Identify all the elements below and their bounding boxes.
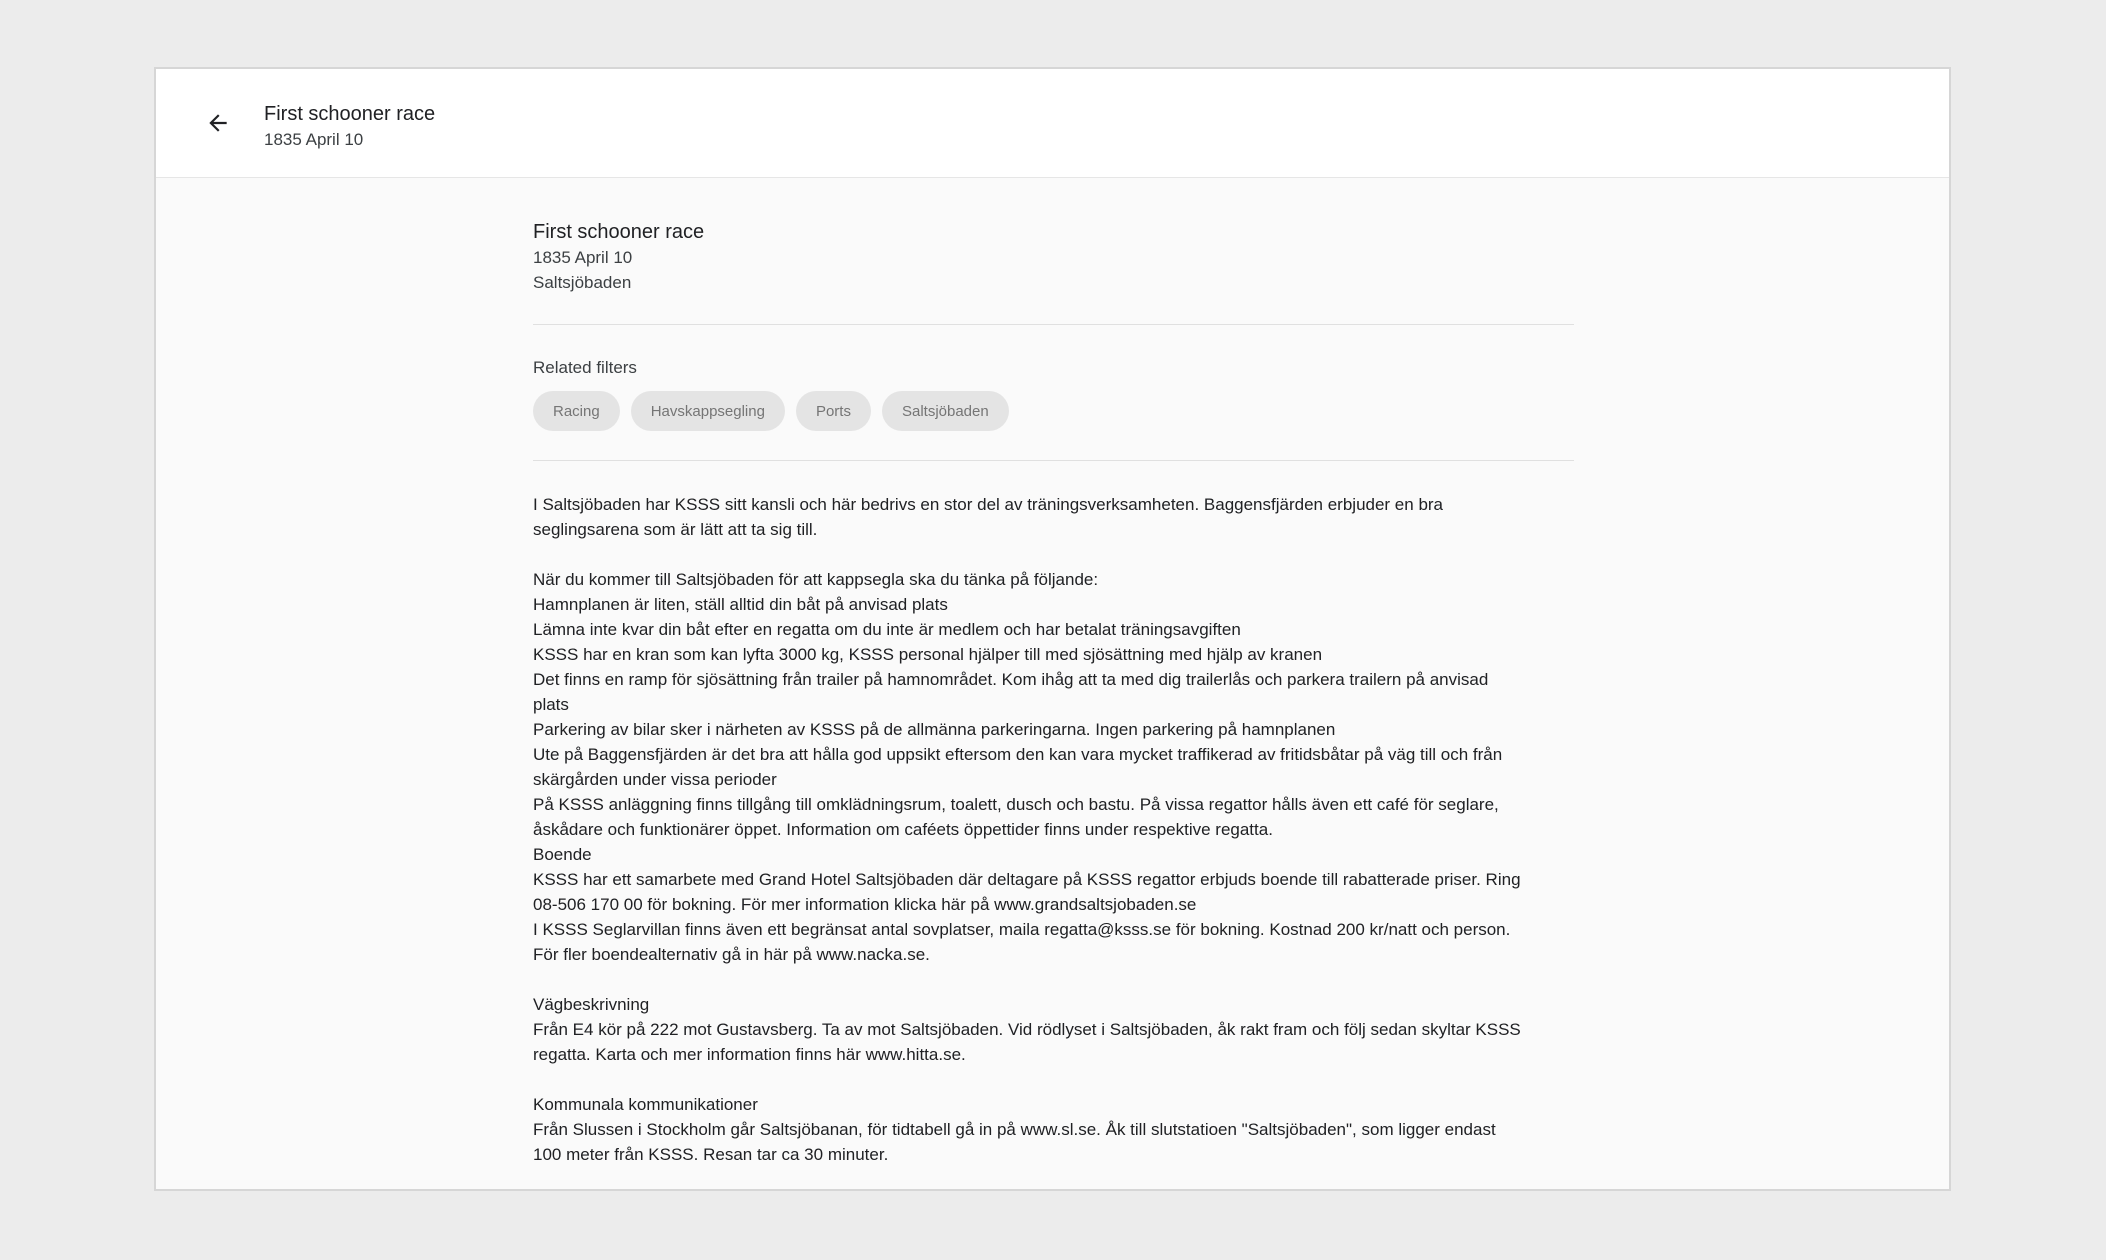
event-date: 1835 April 10 [533,248,633,267]
event-details [533,209,1574,1191]
filter-chip-saltsjobaden[interactable]: Saltsjöbaden [882,391,1009,431]
filter-chip-racing[interactable]: Racing [533,391,620,431]
app-window [154,67,1951,1191]
appbar-title: First schooner race [264,103,436,125]
filter-chip-havskappsegling[interactable]: Havskappsegling [631,391,785,431]
appbar-subtitle: 1835 April 10 [264,130,364,149]
back-button[interactable] [194,99,242,147]
related-filters [533,325,1574,460]
filter-chip-ports[interactable]: Ports [796,391,871,431]
app-bar [156,69,1949,178]
arrow-back-icon [205,110,231,136]
related-filters-label: Related filters [533,358,637,377]
event-description: I Saltsjöbaden har KSSS sitt kansli och här bedrivs en stor del av träningsverksamheten. Baggensfjärden erbjuder en bra seglingsarena som är lätt att ta sig till. När du kommer till Saltsjöbaden för att kappsegla ska du tänka på följande: Hamnplanen är liten, ställ alltid din båt på anvisad plats Lämna inte kvar din båt efter en regatta om du inte är medlem och har betalat träningsavgiften KSSS har en kran som kan lyfta 3000 kg, KSSS personal hjälper till med sjösättning med hjälp av kranen Det finns en ramp för sjösättning från trailer på hamnområdet. Kom ihåg att ta med dig trailerlås och parkera trailern på anvisad plats Parkering av bilar sker i närheten av KSSS på de allmänna parkeringarna. Ingen parkering på hamnplanen Ute på Baggensfjärden är det bra att hålla god uppsikt eftersom den kan vara mycket traffikerad av fritidsbåtar på väg till och från skärgården under vissa perioder På KSSS anläggning finns tillgång till omklädningsrum, toalett, dusch och bastu. På vissa regattor hålls även ett café för seglare, åskådare och funktionärer öppet. Information om caféets öppettider finns under respektive regatta. Boende KSSS har ett samarbete med Grand Hotel Saltsjöbaden där deltagare på KSSS regattor erbjuds boende till rabatterade priser. Ring 08-506 170 00 för bokning. För mer information klicka här på www.grandsaltsjobaden.se I KSSS Seglarvillan finns även ett begränsat antal sovplatser, maila regatta@ksss.se för bokning. Kostnad 200 kr/natt och person. För fler boendealternativ gå in här på www.nacka.se. Vägbeskrivning Från E4 kör på 222 mot Gustavsberg. Ta av mot Saltsjöbaden. Vid rödlyset i Saltsjöbaden, åk rakt fram och följ sedan skyltar KSSS regatta. Karta och mer information finns här www.hitta.se. Kommunala kommunikationer Från Slussen i Stockholm går Saltsjöbanan, för tidtabell gå in på www.sl.se. Åk till slutstatioen "Saltsjöbaden", som ligger endast 100 meter från KSSS. Resan tar ca 30 minuter. [533,495,1521,1164]
event-header [533,219,1574,324]
event-title: First schooner race [533,221,705,243]
filter-chips [533,391,1574,431]
event-location: Saltsjöbaden [533,273,632,292]
